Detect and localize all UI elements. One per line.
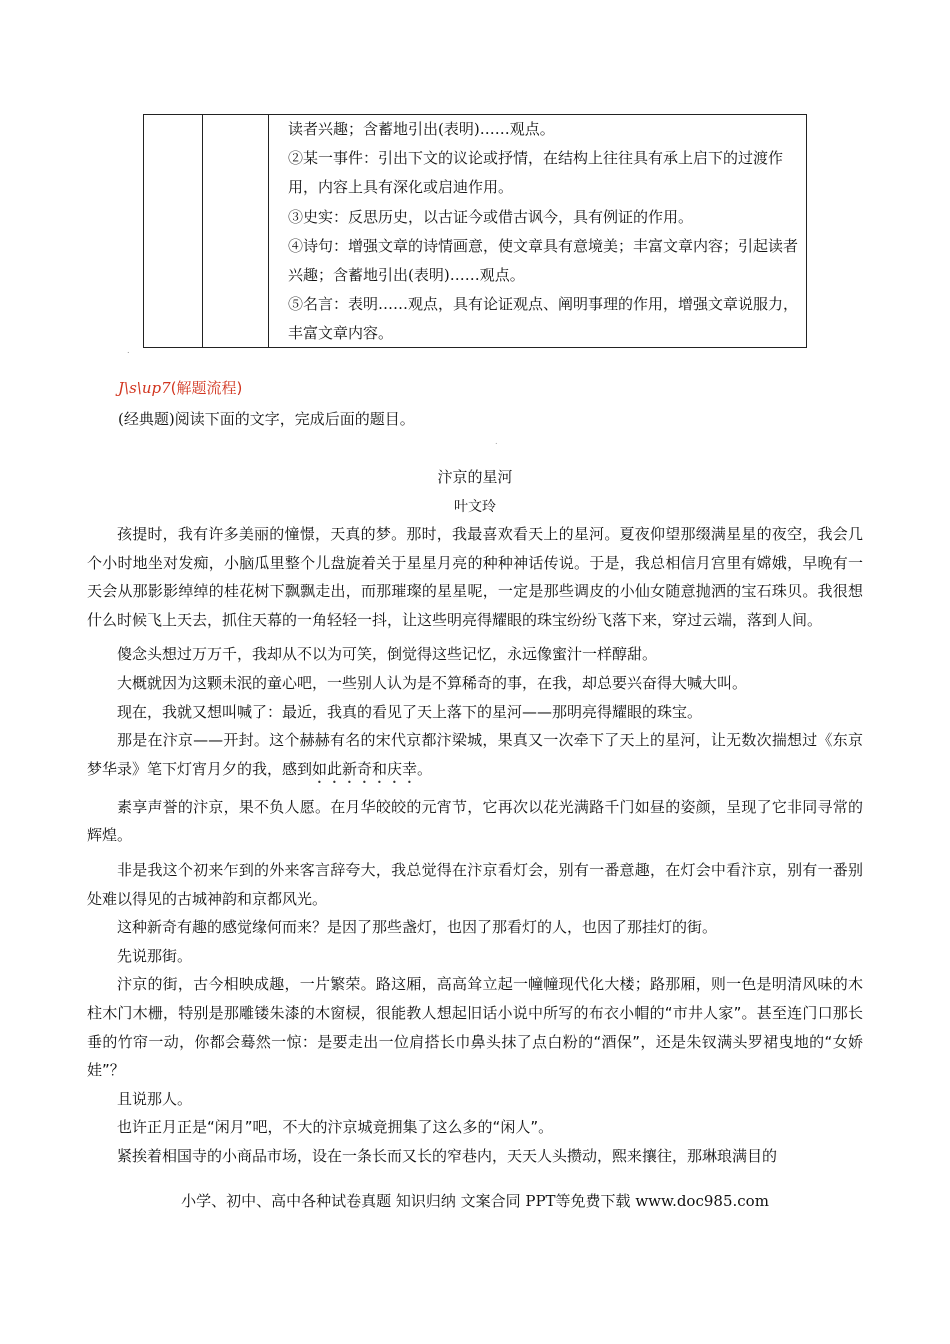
article-paragraph: 大概就因为这颗未泯的童心吧，一些别人认为是不算稀奇的事，在我，却总要兴奋得大喊大叫。 <box>117 673 748 692</box>
emphasized-phrase: 如此新奇和庆幸 <box>312 759 418 778</box>
table-line: ⑤名言：表明……观点，具有论证观点、阐明事理的作用，增强文章说服力，丰富文章内容。 <box>288 295 799 343</box>
summary-table <box>143 114 807 348</box>
article-paragraph: 现在，我就又想叫喊了：最近，我真的看见了天上落下的星河——那明亮得耀眼的珠宝。 <box>117 702 703 721</box>
article-paragraph: 也许正月正是“闲月”吧，不大的汴京城竟拥集了这么多的“闲人”。 <box>117 1118 554 1137</box>
paragraph-text: 。 <box>417 759 433 778</box>
table-line: 读者兴趣；含蓄地引出(表明)……观点。 <box>288 120 555 138</box>
instruction-text: (经典题)阅读下面的文字，完成后面的题目。 <box>118 410 415 428</box>
margin-mark: . <box>495 437 498 446</box>
table-line: ④诗句：增强文章的诗情画意，使文章具有意境美；丰富文章内容；引起读者兴趣；含蓄地引出(表明)……观点。 <box>288 236 799 285</box>
article-paragraph: 素享声誉的汴京，果不负人愿。在月华皎皎的元宵节，它再次以花光满路千门如昼的姿颜，呈现了它非同寻常的辉煌。 <box>87 797 863 845</box>
article-paragraph: 非是我这个初来乍到的外来客言辞夸大，我总觉得在汴京看灯会，别有一番意趣，在灯会中看汴京，别有一番别处难以得见的古城神韵和京都风光。 <box>87 860 863 908</box>
article-paragraph: 傻念头想过万万千，我却从不以为可笑，倒觉得这些记忆，永远像蜜汁一样醇甜。 <box>117 645 658 664</box>
margin-mark: . <box>127 346 130 355</box>
flow-heading <box>118 377 242 398</box>
table-line: ③史实：反思历史，以古证今或借古讽今，具有例证的作用。 <box>288 207 694 226</box>
flow-heading-symbol: J\s\up7 <box>118 379 171 397</box>
article-paragraph: 这种新奇有趣的感觉缘何而来？是因了那些盏灯，也因了那看灯的人，也因了那挂灯的街。 <box>117 918 718 937</box>
article-paragraph: 紧挨着相国寺的小商品市场，设在一条长而又长的窄巷内，天天人头攒动，熙来攘往，那琳琅满目的 <box>117 1146 778 1165</box>
table-column-divider <box>202 115 203 347</box>
article-paragraph: 孩提时，我有许多美丽的憧憬，天真的梦。那时，我最喜欢看天上的星河。夏夜仰望那缀满星星的夜空，我会几个小时地坐对发痴，小脑瓜里整个儿盘旋着关于星星月亮的种种神话传说。于是，我总相信月宫里有嫦娥，早晚有一天会从那影影绰绰的桂花树下飘飘走出，而那璀璨的星星呢，一定是那些调皮的小仙女随意抛洒的宝石珠贝。我很想什么时候飞上天去，抓住天幕的一角轻轻一抖，让这些明亮得耀眼的珠宝纷纷飞落下来，穿过云端，落到人间。 <box>87 525 863 629</box>
article-paragraph: 且说那人。 <box>117 1089 193 1108</box>
page-footer: 小学、初中、高中各种试卷真题 知识归纳 文案合同 PPT等免费下载 www.doc985.com <box>181 1192 769 1210</box>
table-content-cell <box>278 115 798 349</box>
article-paragraph: 先说那街。 <box>117 946 193 965</box>
article-title: 汴京的星河 <box>437 468 513 486</box>
article-paragraph <box>87 726 863 787</box>
article-paragraph: 汴京的街，古今相映成趣，一片繁荣。路这厢，高高耸立起一幢幢现代化大楼；路那厢，则一色是明清风味的木柱木门木栅，特别是那雕镂朱漆的木窗棂，很能教人想起旧话小说中所写的布衣小帽的“市井人家”。甚至连门口那长垂的竹帘一动，你都会蓦然一惊：是要走出一位肩搭长巾鼻头抹了点白粉的“酒保”，还是朱钗满头罗裙曳地的“女娇娃”？ <box>87 975 863 1080</box>
table-line: ②某一事件：引出下文的议论或抒情，在结构上往往具有承上启下的过渡作用，内容上具有深化或启迪作用。 <box>288 149 784 197</box>
article-body <box>87 520 863 1170</box>
table-column-divider <box>268 115 269 347</box>
paragraph-text: 那是在汴京——开封。这个赫赫有名的宋代京都汴梁城，果真又一次牵下了天上的星河，让无数次揣想过《东京梦华录》笔下灯宵月夕的我，感到 <box>87 731 863 778</box>
article-author: 叶文玲 <box>454 499 496 515</box>
flow-heading-label: (解题流程) <box>170 379 243 397</box>
